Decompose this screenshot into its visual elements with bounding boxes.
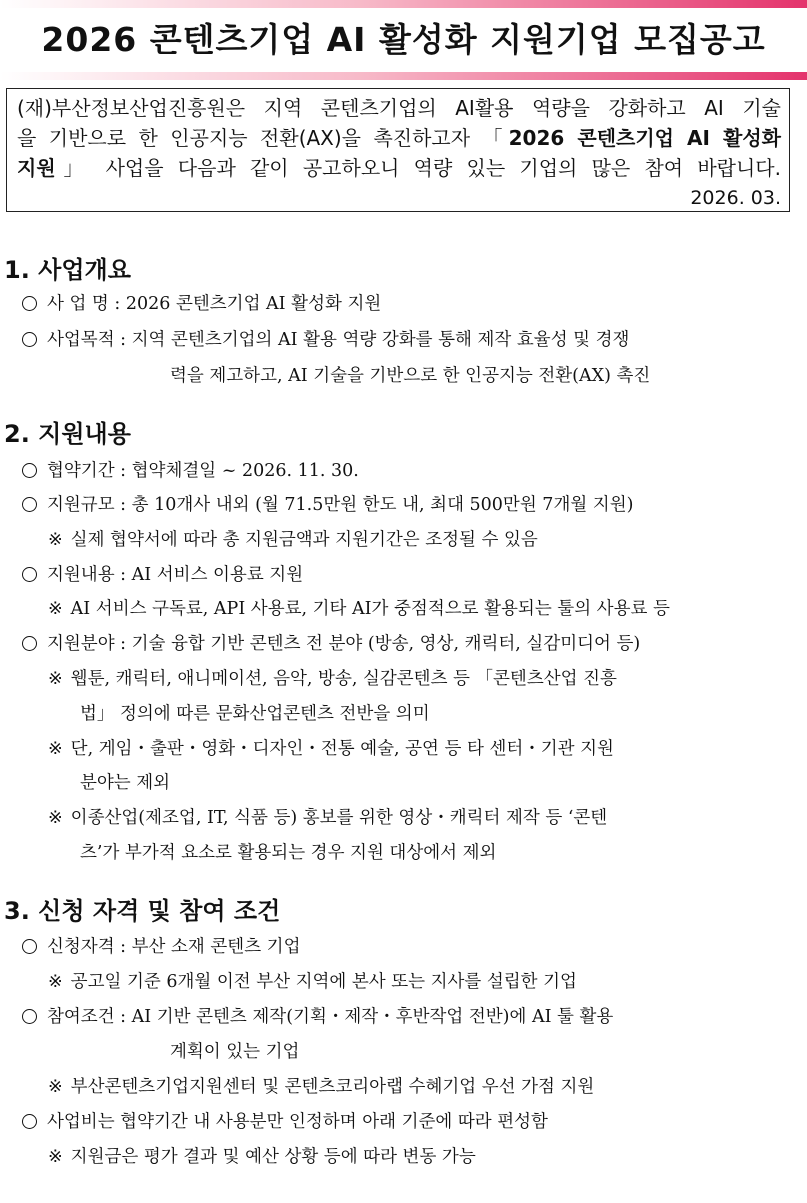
participation-condition-cont: 계획이 있는 기업 bbox=[170, 1042, 300, 1062]
support-field-note-c bbox=[48, 806, 607, 830]
title-banner bbox=[0, 0, 807, 80]
overview-purpose bbox=[22, 328, 629, 352]
note-mark-icon: ※ bbox=[48, 530, 63, 550]
support-field-note-a bbox=[48, 667, 617, 691]
participation-condition bbox=[22, 1005, 613, 1029]
support-field-note-c-cont: 츠’가 부가적 요소로 활용되는 경우 지원 대상에서 제외 bbox=[80, 843, 497, 863]
support-field-text: 지원분야 : 기술 융합 기반 콘텐츠 전 분야 (방송, 영상, 캐릭터, 실감미디어 등) bbox=[47, 634, 641, 654]
title-bottom-bar bbox=[0, 72, 807, 80]
support-scale bbox=[22, 493, 633, 517]
circle-bullet-icon bbox=[22, 1009, 37, 1024]
support-field-note-b-text: 단, 게임・출판・영화・디자인・전통 예술, 공연 등 타 센터・기관 지원 bbox=[70, 739, 614, 759]
eligibility bbox=[22, 935, 300, 959]
eligibility-note bbox=[48, 970, 577, 994]
budget-note-text: 지원금은 평가 결과 및 예산 상황 등에 따라 변동 가능 bbox=[70, 1147, 476, 1167]
note-mark-icon: ※ bbox=[48, 972, 63, 992]
announcement-date: 2026. 03. bbox=[690, 187, 781, 209]
support-content-note bbox=[48, 597, 670, 621]
eligibility-note-text: 공고일 기준 6개월 이전 부산 지역에 본사 또는 지사를 설립한 기업 bbox=[70, 972, 577, 992]
support-scale-note bbox=[48, 528, 538, 552]
title-top-bar bbox=[0, 0, 807, 8]
support-field-note-b bbox=[48, 737, 614, 761]
support-period bbox=[22, 459, 359, 483]
circle-bullet-icon bbox=[22, 567, 37, 582]
note-mark-icon: ※ bbox=[48, 1147, 63, 1167]
budget-rule-text: 사업비는 협약기간 내 사용분만 인정하며 아래 기준에 따라 편성함 bbox=[47, 1112, 548, 1132]
participation-note-text: 부산콘텐츠기업지원센터 및 콘텐츠코리아랩 수혜기업 우선 가점 지원 bbox=[70, 1077, 595, 1097]
intro-line-3-text: 」 사업을 다음과 같이 공고하오니 역량 있는 기업의 많은 참여 바랍니다. bbox=[55, 156, 781, 180]
note-mark-icon: ※ bbox=[48, 808, 63, 828]
circle-bullet-icon bbox=[22, 939, 37, 954]
participation-note bbox=[48, 1075, 594, 1099]
section-3-heading: 3. 신청 자격 및 참여 조건 bbox=[4, 897, 281, 925]
overview-program-name bbox=[22, 292, 381, 316]
eligibility-text: 신청자격 : 부산 소재 콘텐츠 기업 bbox=[47, 937, 301, 957]
budget-note bbox=[48, 1145, 476, 1169]
intro-box bbox=[6, 88, 790, 212]
support-content-note-text: AI 서비스 구독료, API 사용료, 기타 AI가 중점적으로 활용되는 툴의 사용료 등 bbox=[70, 599, 670, 619]
circle-bullet-icon bbox=[22, 497, 37, 512]
budget-rule bbox=[22, 1110, 548, 1134]
support-field-note-a-text: 웹툰, 캐릭터, 애니메이션, 음악, 방송, 실감콘텐츠 등 「콘텐츠산업 진흥 bbox=[70, 669, 617, 689]
support-scale-note-text: 실제 협약서에 따라 총 지원금액과 지원기간은 조정될 수 있음 bbox=[70, 530, 538, 550]
circle-bullet-icon bbox=[22, 463, 37, 478]
overview-program-name-text: 사 업 명 : 2026 콘텐츠기업 AI 활성화 지원 bbox=[47, 294, 382, 314]
intro-program-name: 2026 콘텐츠기업 AI 활성화 bbox=[508, 126, 781, 150]
circle-bullet-icon bbox=[22, 332, 37, 347]
circle-bullet-icon bbox=[22, 636, 37, 651]
support-scale-text: 지원규모 : 총 10개사 내외 (월 71.5만원 한도 내, 최대 500만원 7개월 지원) bbox=[47, 495, 634, 515]
support-field-note-a-cont: 법」 정의에 따른 문화산업콘텐츠 전반을 의미 bbox=[80, 704, 430, 724]
circle-bullet-icon bbox=[22, 1114, 37, 1129]
intro-line-3 bbox=[17, 153, 781, 183]
intro-line-1: (재)부산정보산업진흥원은 지역 콘텐츠기업의 AI활용 역량을 강화하고 AI 기술 bbox=[17, 96, 781, 120]
support-content-text: 지원내용 : AI 서비스 이용료 지원 bbox=[47, 565, 304, 585]
intro-line-2-text: 을 기반으로 한 인공지능 전환(AX)을 촉진하고자 「 bbox=[17, 126, 509, 150]
note-mark-icon: ※ bbox=[48, 599, 63, 619]
support-field bbox=[22, 632, 640, 656]
note-mark-icon: ※ bbox=[48, 669, 63, 689]
participation-condition-text: 참여조건 : AI 기반 콘텐츠 제작(기획・제작・후반작업 전반)에 AI 툴 활용 bbox=[47, 1007, 614, 1027]
overview-purpose-cont: 력을 제고하고, AI 기술을 기반으로 한 인공지능 전환(AX) 촉진 bbox=[170, 366, 651, 386]
overview-purpose-text: 사업목적 : 지역 콘텐츠기업의 AI 활용 역량 강화를 통해 제작 효율성 및 경쟁 bbox=[47, 330, 630, 350]
circle-bullet-icon bbox=[22, 296, 37, 311]
support-content bbox=[22, 563, 303, 587]
page-title: 2026 콘텐츠기업 AI 활성화 지원기업 모집공고 bbox=[41, 20, 766, 59]
support-field-note-c-text: 이종산업(제조업, IT, 식품 등) 홍보를 위한 영상・캐릭터 제작 등 ‘콘텐 bbox=[70, 808, 608, 828]
note-mark-icon: ※ bbox=[48, 1077, 63, 1097]
intro-program-name-end: 지원 bbox=[17, 156, 56, 180]
support-field-note-b-cont: 분야는 제외 bbox=[80, 773, 171, 793]
note-mark-icon: ※ bbox=[48, 739, 63, 759]
intro-line-2 bbox=[17, 123, 781, 153]
section-1-heading: 1. 사업개요 bbox=[4, 256, 131, 284]
section-2-heading: 2. 지원내용 bbox=[4, 420, 131, 448]
support-period-text: 협약기간 : 협약체결일 ~ 2026. 11. 30. bbox=[47, 461, 359, 481]
